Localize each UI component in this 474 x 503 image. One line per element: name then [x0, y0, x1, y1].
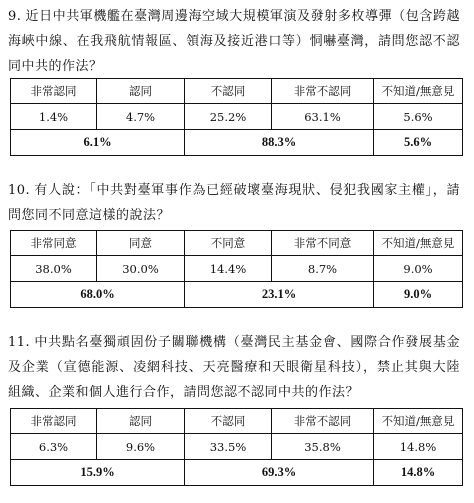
- value-cell: 1.4%: [11, 104, 97, 130]
- header-cell: 非常不同意: [272, 231, 374, 256]
- header-cell: 認同: [97, 79, 185, 104]
- header-cell: 同意: [97, 231, 185, 256]
- header-row: [11, 231, 463, 256]
- group-agree-total: 6.1%: [11, 130, 185, 156]
- group-disagree-total: 69.3%: [185, 460, 374, 486]
- value-cell: 14.4%: [185, 256, 272, 282]
- header-cell: 非常同意: [11, 231, 97, 256]
- question-10: [8, 178, 460, 228]
- value-cell: 38.0%: [11, 256, 97, 282]
- question-text: 近日中共軍機艦在臺灣周邊海空域大規模軍演及發射多枚導彈（包含跨越海峽中線、在我飛航情報區、領海及接近港口等）恫嚇臺灣，請問您認不認同中共的作法？: [8, 9, 460, 74]
- group-row: [11, 460, 463, 486]
- header-row: [11, 409, 463, 434]
- value-row: [11, 104, 463, 130]
- question-number: 9.: [8, 9, 22, 24]
- question-number: 10.: [8, 183, 31, 198]
- group-row: [11, 282, 463, 308]
- header-cell: 不認同: [185, 79, 272, 104]
- header-cell: 認同: [97, 409, 185, 434]
- header-cell: 不同意: [185, 231, 272, 256]
- header-cell: 不知道/無意見: [374, 409, 463, 434]
- value-cell: 35.8%: [272, 434, 374, 460]
- header-cell: 非常認同: [11, 79, 97, 104]
- group-row: [11, 130, 463, 156]
- header-cell: 非常認同: [11, 409, 97, 434]
- value-cell: 33.5%: [185, 434, 272, 460]
- results-table-q10: [10, 230, 463, 308]
- header-cell: 不知道/無意見: [374, 79, 463, 104]
- value-cell: 4.7%: [97, 104, 185, 130]
- group-unknown-total: 5.6%: [374, 130, 463, 156]
- value-cell: 9.0%: [374, 256, 463, 282]
- group-agree-total: 68.0%: [11, 282, 185, 308]
- header-cell: 非常不認同: [272, 79, 374, 104]
- value-cell: 5.6%: [374, 104, 463, 130]
- question-9: [8, 4, 460, 79]
- header-cell: 不知道/無意見: [374, 231, 463, 256]
- value-cell: 30.0%: [97, 256, 185, 282]
- group-agree-total: 15.9%: [11, 460, 185, 486]
- value-cell: 63.1%: [272, 104, 374, 130]
- question-text: 有人說：「中共對臺軍事作為已經破壞臺海現狀、侵犯我國家主權」，請問您同不同意這樣的說法？: [8, 183, 460, 223]
- value-cell: 14.8%: [374, 434, 463, 460]
- value-cell: 6.3%: [11, 434, 97, 460]
- group-disagree-total: 88.3%: [185, 130, 374, 156]
- value-cell: 8.7%: [272, 256, 374, 282]
- header-cell: 非常不認同: [272, 409, 374, 434]
- question-11: [8, 330, 460, 405]
- value-cell: 25.2%: [185, 104, 272, 130]
- value-row: [11, 434, 463, 460]
- header-cell: 不認同: [185, 409, 272, 434]
- results-table-q11: [10, 408, 463, 486]
- value-row: [11, 256, 463, 282]
- question-number: 11.: [8, 335, 31, 350]
- group-unknown-total: 9.0%: [374, 282, 463, 308]
- value-cell: 9.6%: [97, 434, 185, 460]
- group-unknown-total: 14.8%: [374, 460, 463, 486]
- group-disagree-total: 23.1%: [185, 282, 374, 308]
- question-text: 中共點名臺獨頑固份子關聯機構（臺灣民主基金會、國際合作發展基金及企業（宣德能源、凌網科技、天亮醫療和天眼衛星科技），禁止其與大陸組織、企業和個人進行合作，請問您認不認同中共的作法？: [8, 335, 460, 400]
- header-row: [11, 79, 463, 104]
- results-table-q9: [10, 78, 463, 156]
